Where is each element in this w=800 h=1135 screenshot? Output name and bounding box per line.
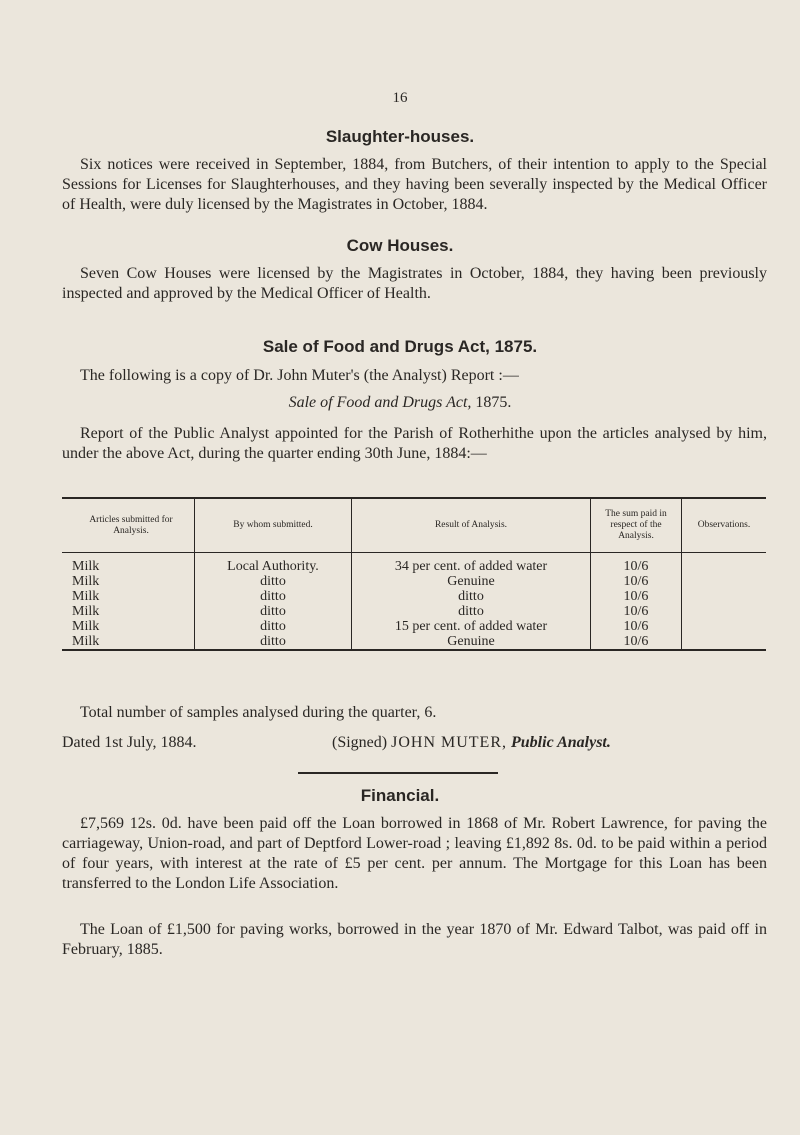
cell-observations — [682, 604, 767, 619]
col-header-submitted-by: By whom submitted. — [195, 498, 352, 553]
cell-result: ditto — [352, 589, 591, 604]
cell-article: Milk — [72, 619, 100, 634]
table-row — [62, 619, 766, 634]
report-intro: The following is a copy of Dr. John Muter's (the Analyst) Report :— — [80, 367, 519, 384]
cell-sum-paid: 10/6 — [591, 574, 682, 589]
slaughter-houses-heading: Slaughter-houses. — [325, 127, 475, 146]
cell-submitted-by: ditto — [195, 589, 352, 604]
analysis-table — [62, 497, 766, 651]
cell-submitted-by: ditto — [195, 574, 352, 589]
cell-submitted-by: ditto — [195, 619, 352, 634]
cell-result: 15 per cent. of added water — [352, 619, 591, 634]
cow-houses-paragraph: Seven Cow Houses were licensed by the Magistrates in October, 1884, they having been previously inspected and approved by the Medical Officer of Health. — [62, 265, 767, 302]
col-header-articles: Articles submitted for Analysis. — [62, 498, 195, 553]
page-number: 16 — [392, 90, 408, 106]
dated-line: Dated 1st July, 1884. — [62, 734, 197, 751]
cell-observations — [682, 574, 767, 589]
cell-sum-paid: 10/6 — [591, 604, 682, 619]
cell-article: Milk — [72, 589, 100, 604]
cow-houses-heading: Cow Houses. — [346, 236, 454, 255]
cell-observations — [682, 619, 767, 634]
cell-sum-paid: 10/6 — [591, 553, 682, 575]
cell-observations — [682, 634, 767, 650]
financial-heading: Financial. — [360, 786, 440, 805]
cell-submitted-by: ditto — [195, 604, 352, 619]
cell-article: Milk — [62, 634, 195, 650]
slaughter-houses-paragraph: Six notices were received in September, 1884, from Butchers, of their intention to apply to the Special Sessions for Licenses for Slaughterhouses, and they having been severally inspected by the Medical Officer of Health, were duly licensed by the Magistrates in October, 1884. — [62, 156, 767, 213]
signed-name: JOHN MUTER, — [391, 734, 507, 751]
signature — [332, 734, 611, 752]
table-row — [62, 604, 766, 619]
cell-submitted-by: ditto — [195, 634, 352, 650]
cell-article: Milk — [72, 604, 100, 619]
section-divider — [298, 772, 498, 774]
col-header-result: Result of Analysis. — [352, 498, 591, 553]
food-drugs-act-heading: Sale of Food and Drugs Act, 1875. — [262, 337, 538, 356]
cell-result: Genuine — [352, 574, 591, 589]
cell-observations — [682, 553, 767, 575]
financial-paragraph-2: The Loan of £1,500 for paving works, borrowed in the year 1870 of Mr. Edward Talbot, was paid off in February, 1885. — [62, 921, 767, 958]
table-row — [62, 634, 766, 650]
act-title-line — [0, 394, 800, 412]
cell-submitted-by: Local Authority. — [195, 553, 352, 575]
report-paragraph: Report of the Public Analyst appointed for the Parish of Rotherhithe upon the articles analysed by him, under the above Act, during the quarter ending 30th June, 1884:— — [62, 425, 767, 462]
total-samples-line: Total number of samples analysed during the quarter, 6. — [80, 704, 437, 721]
act-title: Sale of Food and Drugs Act, — [288, 394, 472, 411]
col-header-sum-paid: The sum paid in respect of the Analysis. — [591, 498, 682, 553]
cell-article: Milk — [72, 559, 100, 574]
cell-sum-paid: 10/6 — [591, 619, 682, 634]
table-row — [62, 589, 766, 604]
cell-sum-paid: 10/6 — [591, 634, 682, 650]
cell-result: ditto — [352, 604, 591, 619]
signed-prefix: (Signed) — [332, 734, 388, 751]
cell-result: 34 per cent. of added water — [352, 553, 591, 575]
financial-paragraph-1: £7,569 12s. 0d. have been paid off the Loan borrowed in 1868 of Mr. Robert Lawrence, for paving the carriageway, Union-road, and part of Deptford Lower-road ; leaving £1,892 8s. 0d. to be paid within a period of four years, with interest at the rate of £5 per cent. per annum. The Mortgage for this Loan has been transferred to the London Life Association. — [62, 815, 767, 892]
cell-sum-paid: 10/6 — [591, 589, 682, 604]
table-header-row — [62, 498, 766, 553]
table-row — [62, 574, 766, 589]
table-row — [62, 553, 766, 575]
cell-observations — [682, 589, 767, 604]
signed-title: Public Analyst. — [511, 734, 611, 751]
cell-result: Genuine — [352, 634, 591, 650]
cell-article: Milk — [72, 574, 100, 589]
act-year: 1875. — [475, 394, 512, 411]
col-header-observations: Observations. — [682, 498, 767, 553]
